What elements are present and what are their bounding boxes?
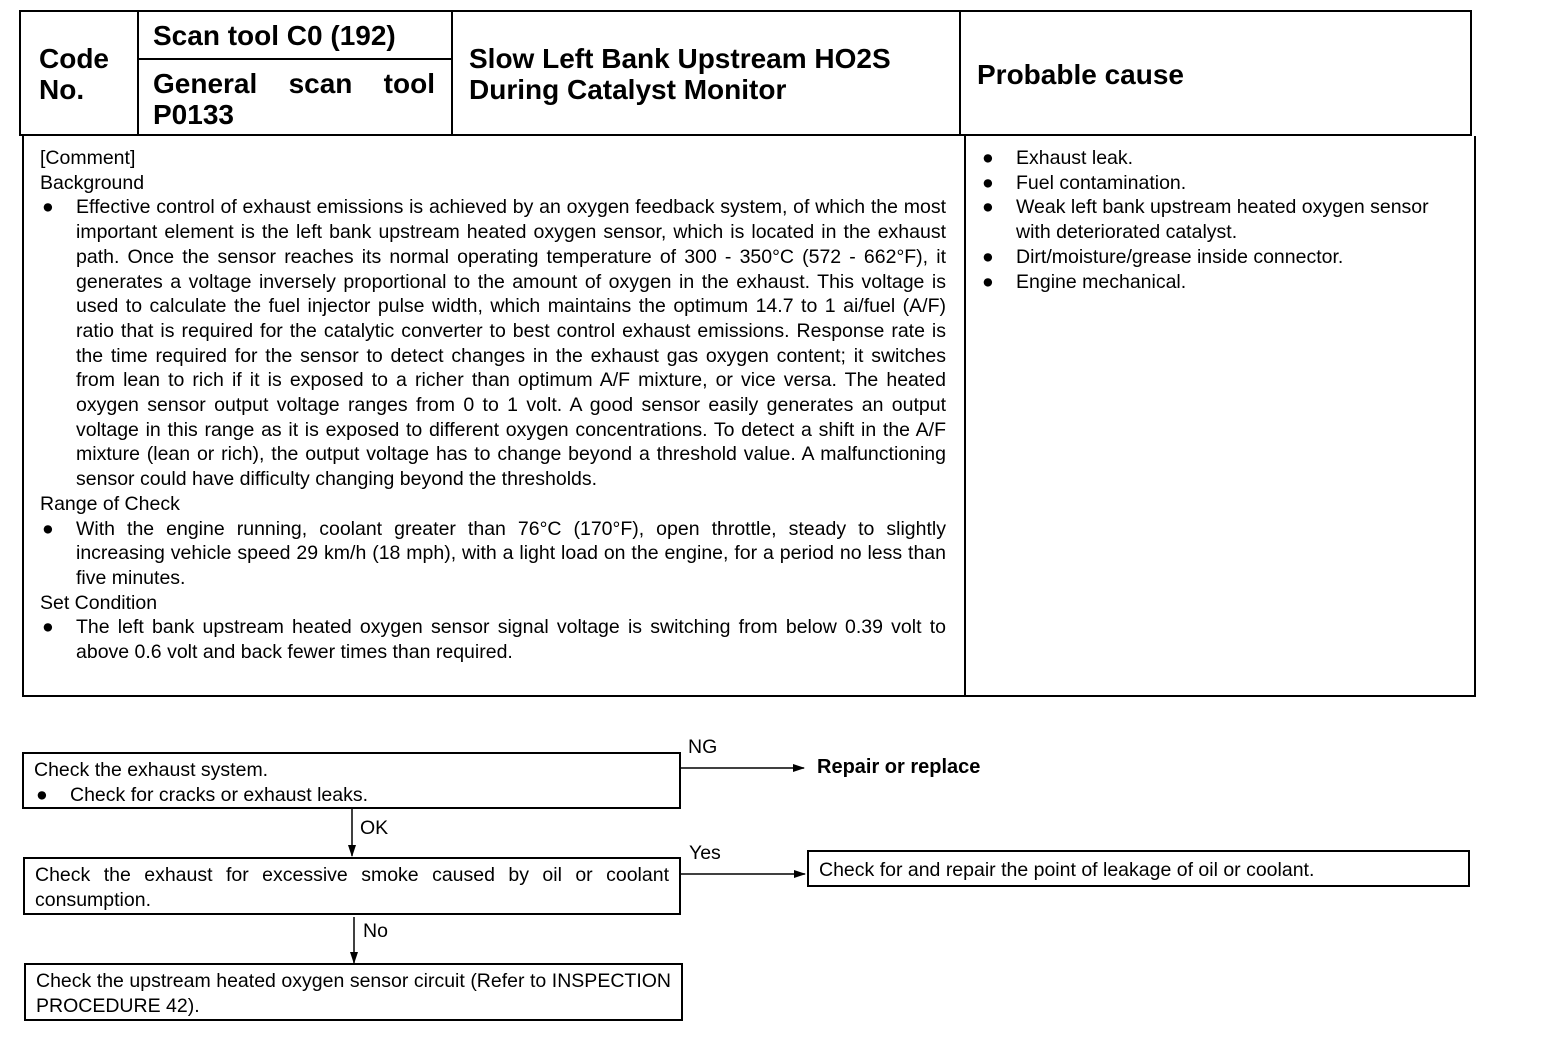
cause-text: Weak left bank upstream heated oxygen sensor with deteriorated catalyst. — [1016, 196, 1429, 244]
general-scan-tool-code: P0133 — [153, 99, 234, 130]
bullet-icon: ● — [42, 517, 54, 540]
ng-label: NG — [688, 736, 718, 758]
code-label-line1: Code — [39, 43, 109, 74]
code-label-line2: No. — [39, 74, 85, 105]
bullet-icon: ● — [36, 783, 48, 806]
bullet-icon: ● — [982, 171, 994, 194]
range-of-check-heading: Range of Check — [40, 492, 180, 515]
check-exhaust-system-box — [22, 752, 681, 809]
bullet-icon: ● — [982, 270, 994, 293]
probable-cause-heading: Probable cause — [977, 59, 1184, 90]
bullet-icon: ● — [982, 196, 994, 219]
cause-text: Dirt/moisture/grease inside connector. — [1016, 245, 1344, 268]
set-condition-heading: Set Condition — [40, 591, 158, 614]
check-exhaust-system-text — [34, 758, 669, 807]
dtc-title-line1: Slow Left Bank Upstream HO2S — [469, 43, 891, 74]
background-heading: Background — [40, 171, 145, 194]
yes-label: Yes — [689, 842, 721, 864]
check-sensor-circuit-box — [24, 963, 683, 1021]
check-exhaust-smoke-box — [23, 857, 681, 915]
cause-text: Engine mechanical. — [1016, 270, 1187, 293]
dtc-title-line2: During Catalyst Monitor — [469, 74, 787, 105]
repair-or-replace-result: Repair or replace — [817, 756, 981, 778]
bullet-icon: ● — [982, 245, 994, 268]
step1-bullet-text: Check for cracks or exhaust leaks. — [70, 783, 369, 806]
repair-leakage-box — [807, 850, 1470, 887]
check-exhaust-smoke-text: Check the exhaust for excessive smoke caused by oil or coolant consumption. — [35, 864, 669, 911]
cause-text: Exhaust leak. — [1016, 147, 1134, 169]
ok-label: OK — [360, 817, 389, 839]
no-label: No — [363, 920, 388, 942]
scan-tool-c0-code: Scan tool C0 (192) — [153, 20, 396, 51]
bullet-icon: ● — [982, 147, 994, 169]
bullet-icon: ● — [42, 196, 54, 219]
cause-text: Fuel contamination. — [1016, 171, 1187, 194]
check-sensor-circuit-text: Check the upstream heated oxygen sensor circuit (Refer to INSPECTION PROCEDURE 42). — [36, 970, 671, 1017]
set-condition-text: The left bank upstream heated oxygen sensor signal voltage is switching from below 0.39 volt to above 0.6 volt and back fewer times than required. — [76, 616, 946, 664]
step1-title: Check the exhaust system. — [34, 759, 269, 781]
background-text: Effective control of exhaust emissions is achieved by an oxygen feedback system, of which the most important element is the left bank upstream heated oxygen sensor, which is located in the exhaust path. Once the sensor reaches its normal operating temperature of 300 - 350°C (572 - 662°F), it generates a voltage inversely proportional to the amount of oxygen in the exhaust. This voltage is used to calculate the fuel injector pulse width, which maintains the optimum 14.7 to 1 ai/fuel (A/F) ratio that is required for the catalytic converter to best control exhaust emissions. Response rate is the time required for the sensor to detect changes in the exhaust gas oxygen content; it switches from lean to rich if it is exposed to a richer than optimum A/F mixture, or vice versa. The heated oxygen sensor output voltage ranges from 0 to 1 volt. A good sensor easily generates an output voltage in this range as it is exposed to different oxygen concentrations. To detect a shift in the A/F mixture (lean or rich), the output voltage has to change beyond a threshold value. A malfunctioning sensor could have difficulty changing beyond the thresholds. — [76, 196, 946, 491]
repair-leakage-text: Check for and repair the point of leakage of oil or coolant. — [819, 859, 1315, 881]
step1-bullet — [34, 783, 669, 808]
comment-label: [Comment] — [40, 147, 136, 169]
general-scan-tool-label: General scan tool — [153, 68, 435, 99]
range-text: With the engine running, coolant greater than 76°C (170°F), open throttle, steady to slightly increasing vehicle speed 29 km/h (18 mph), with a light load on the engine, for a period no less than five minutes. — [76, 517, 946, 589]
bullet-icon: ● — [42, 616, 54, 639]
